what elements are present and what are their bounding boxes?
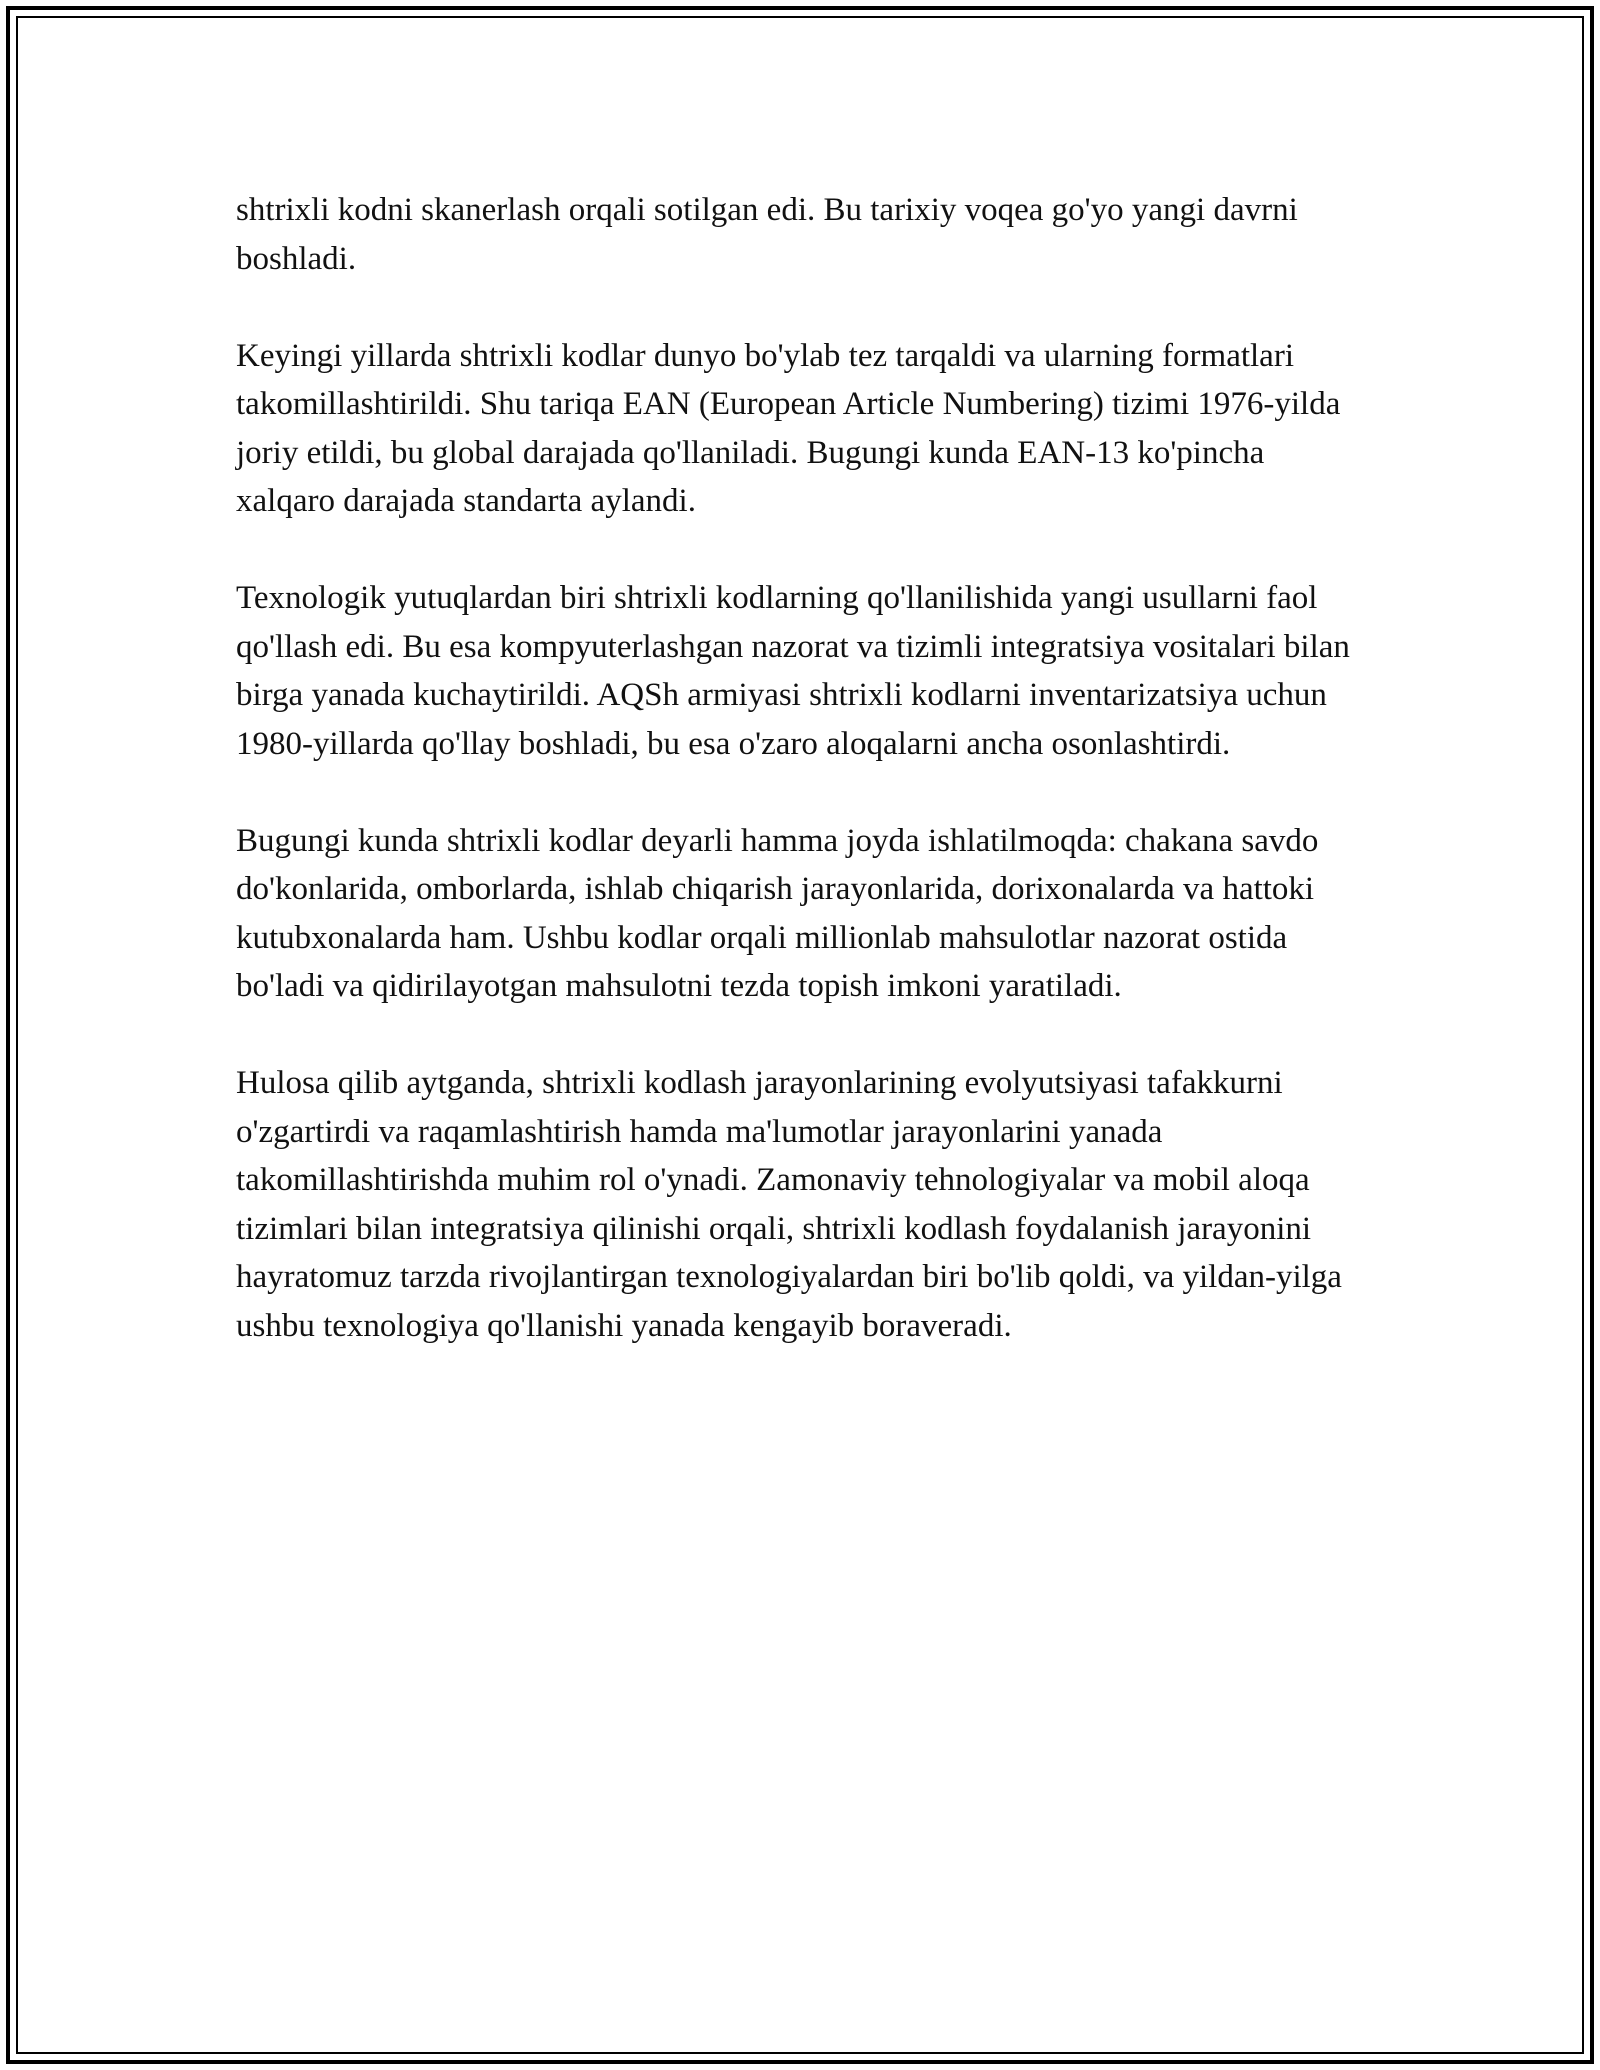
paragraph-1: shtrixli kodni skanerlash orqali sotilgan edi. Bu tarixiy voqea go'yo yangi davrni boshladi.: [236, 192, 1298, 277]
paragraph-2: Keyingi yillarda shtrixli kodlar dunyo bo'ylab tez tarqaldi va ularning formatlari takomillashtirildi. Shu tariqa EAN (European Article Numbering) tizimi 1976-yilda joriy etildi, bu global darajada qo'llaniladi. Bugungi kunda EAN-13 ko'pincha xalqaro darajada standarta aylandi.: [236, 337, 1341, 519]
paragraph-3: Texnologik yutuqlardan biri shtrixli kodlarning qo'llanilishida yangi usullarni faol qo'llash edi. Bu esa kompyuterlashgan nazorat va tizimli integratsiya vositalari bilan birga yanada kuchaytirildi. AQSh armiyasi shtrixli kodlarni inventarizatsiya uchun 1980-yillarda qo'llay boshladi, bu esa o'zaro aloqalarni ancha osonlashtirdi.: [236, 580, 1350, 762]
paragraph-4: Bugungi kunda shtrixli kodlar deyarli hamma joyda ishlatilmoqda: chakana savdo do'konlarida, omborlarda, ishlab chiqarish jarayonlarida, dorixonalarda va hattoki kutubxonalarda ham. Ushbu kodlar orqali millionlab mahsulotlar nazorat ostida bo'ladi va qidirilayotgan mahsulotni tezda topish imkoni yaratiladi.: [236, 822, 1319, 1004]
document-body: [236, 186, 1366, 1399]
paragraph-5: Hulosa qilib aytganda, shtrixli kodlash jarayonlarining evolyutsiyasi tafakkurni o'zgartirdi va raqamlashtirish hamda ma'lumotlar jarayonlarini yanada takomillashtirishda muhim rol o'ynadi. Zamonaviy tehnologiyalar va mobil aloqa tizimlari bilan integratsiya qilinishi orqali, shtrixli kodlash foydalanish jarayonini hayratomuz tarzda rivojlantirgan texnologiyalardan biri bo'lib qoldi, va yildan-yilga ushbu texnologiya qo'llanishi yanada kengayib boraveradi.: [236, 1065, 1342, 1344]
